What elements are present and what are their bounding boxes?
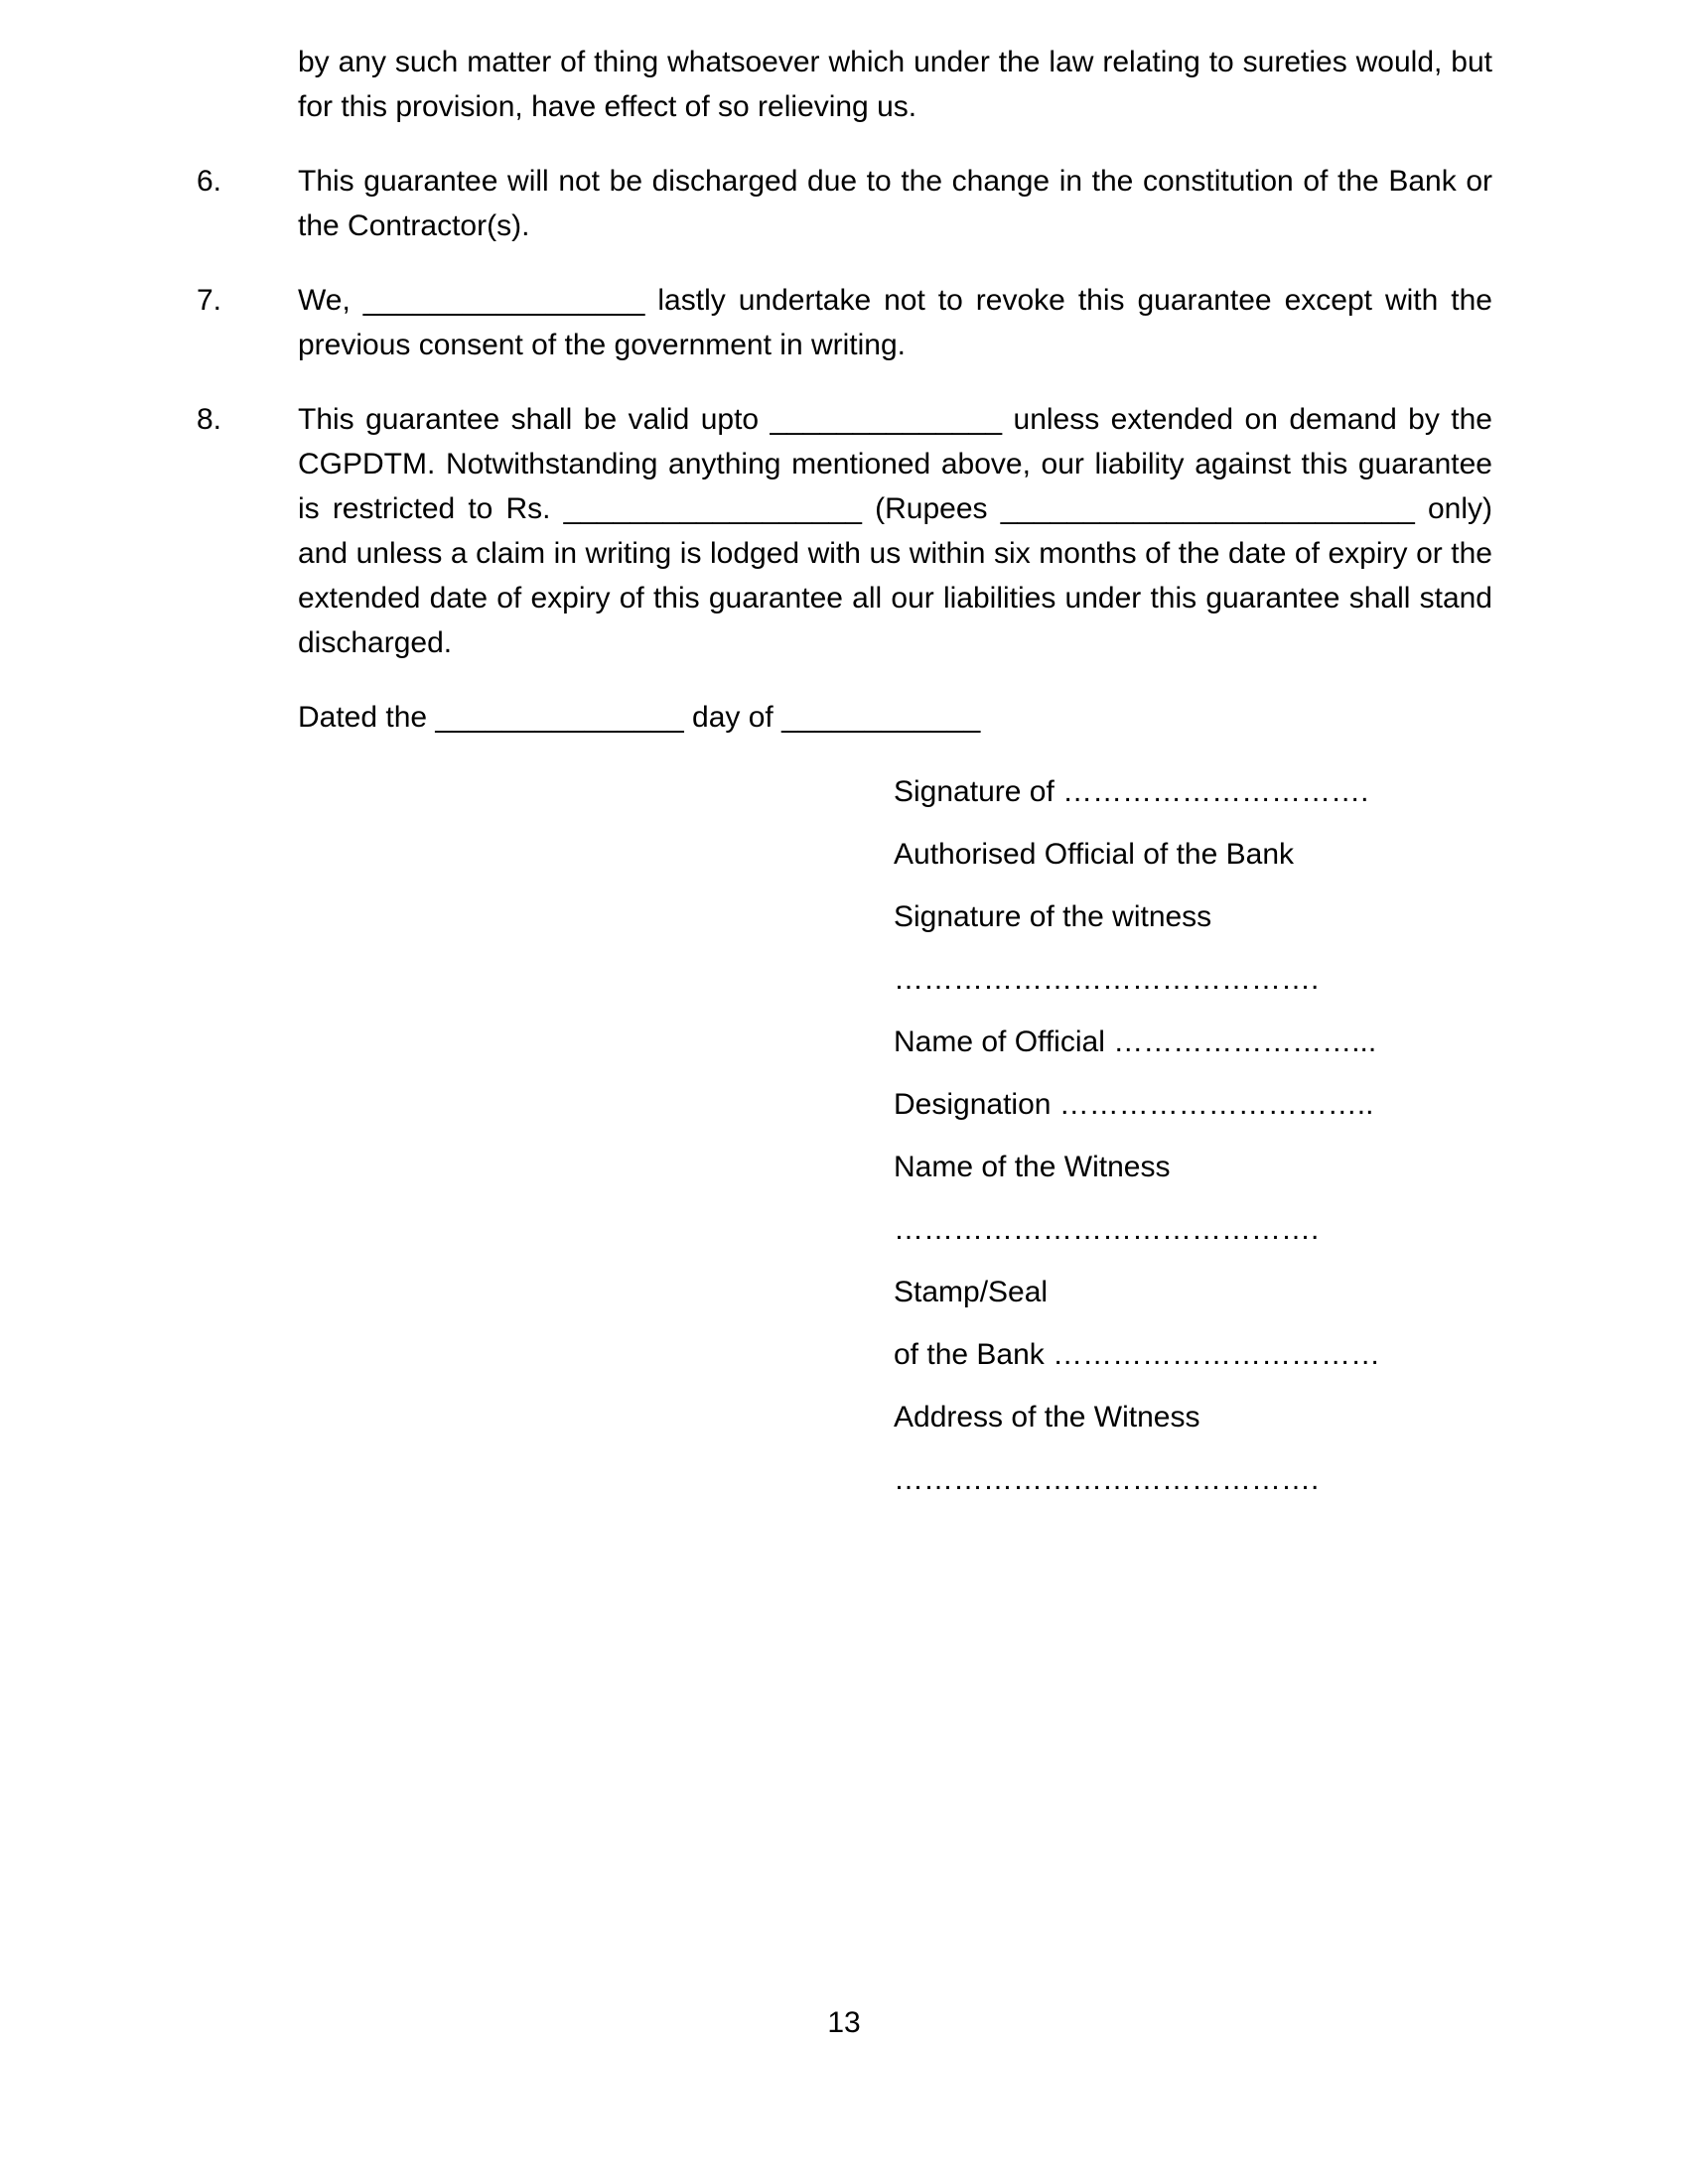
item-text: This guarantee will not be discharged due to the change in the constitution of the Bank or the Contractor(s). [298, 165, 1492, 242]
dated-line: Dated the _______________ day of ____________ [298, 701, 981, 734]
signature-line-name-of-official: Name of Official ……………………... [894, 1025, 1377, 1058]
item-text: This guarantee shall be valid upto ______________ unless extended on demand by the CGPDTM. Notwithstanding anything mentioned above, our liability against this guarantee is restricted to Rs. __________________ (Rupees _________________________ only) and unless a claim in writing is lodged with us within six months of the date of expiry or the extended date of expiry of this guarantee all our liabilities under this guarantee shall stand discharged. [298, 403, 1492, 659]
signature-line-dotted-1: ……………………………………. [894, 963, 1320, 996]
signature-line-authorised-official: Authorised Official of the Bank [894, 838, 1295, 871]
item-text: We, _________________ lastly undertake not to revoke this guarantee except with the previous consent of the government in writing. [298, 284, 1492, 361]
signature-block [894, 769, 1492, 1502]
signature-line-dotted-2: ……………………………………. [894, 1213, 1320, 1246]
numbered-item-6 [197, 159, 1492, 248]
paragraph-continuation: by any such matter of thing whatsoever which under the law relating to sureties would, but for this provision, have effect of so relieving us. [298, 46, 1492, 123]
signature-line-signature-of-witness: Signature of the witness [894, 900, 1212, 933]
numbered-item-7 [197, 278, 1492, 367]
signature-line-designation: Designation ………………………….. [894, 1088, 1374, 1121]
signature-line-address-of-witness: Address of the Witness [894, 1401, 1200, 1433]
numbered-item-8 [197, 397, 1492, 665]
signature-line-stamp-seal: Stamp/Seal [894, 1276, 1049, 1308]
page-number: 13 [827, 2006, 861, 2039]
signature-line-signature-of: Signature of …………………………. [894, 775, 1369, 808]
signature-line-name-of-witness: Name of the Witness [894, 1151, 1171, 1183]
item-number: 8. [197, 403, 222, 436]
signature-line-dotted-3: ……………………………………. [894, 1463, 1320, 1496]
signature-line-of-the-bank: of the Bank …………………………… [894, 1338, 1381, 1371]
item-number: 6. [197, 165, 222, 198]
document-content [197, 40, 1492, 1520]
item-number: 7. [197, 284, 222, 317]
